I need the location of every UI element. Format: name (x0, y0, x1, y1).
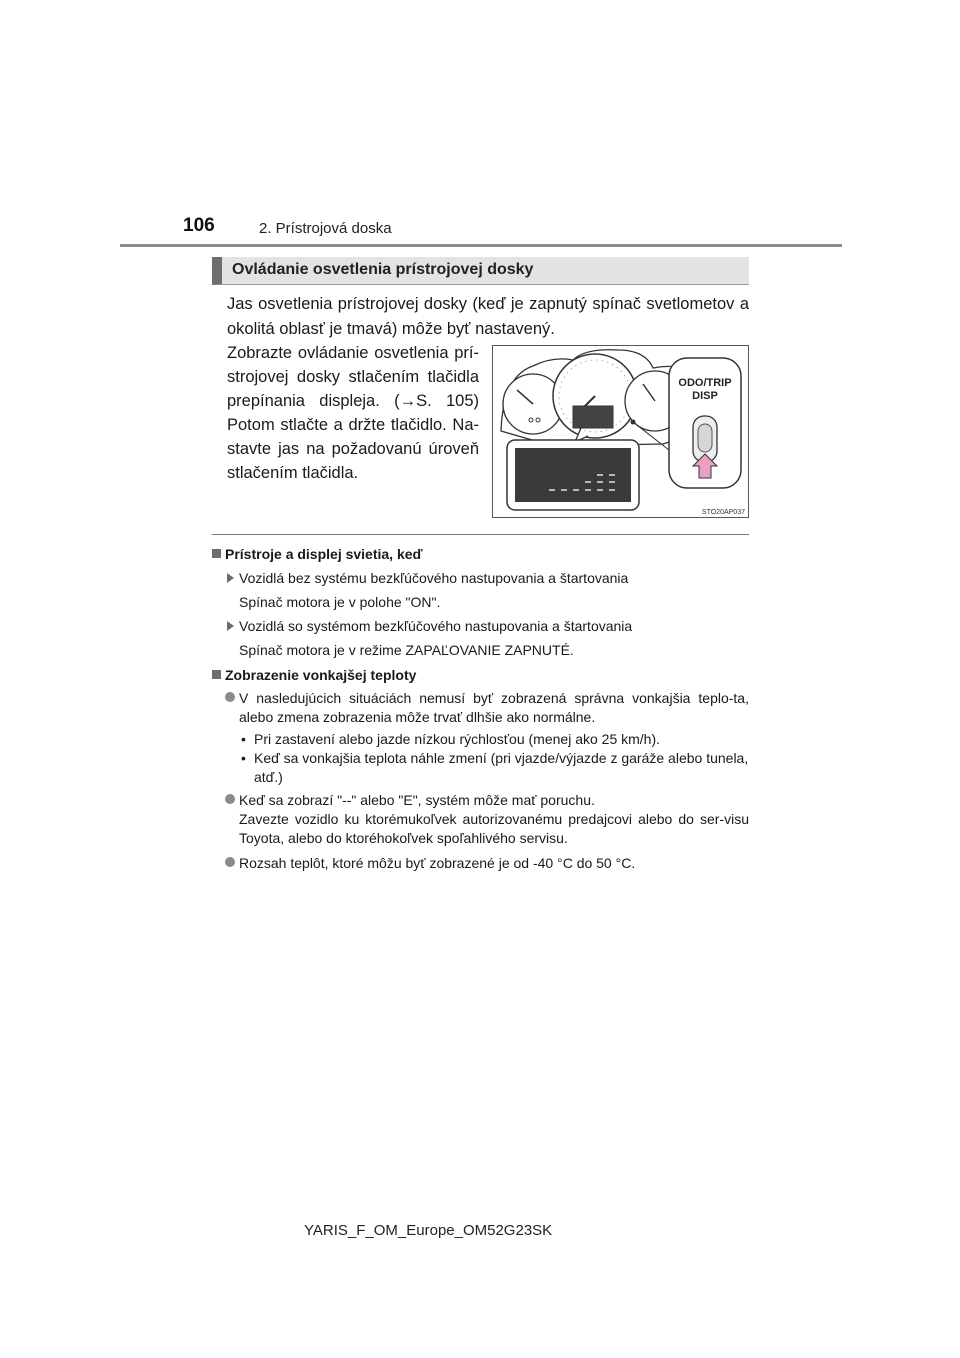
footer-doc-id: YARIS_F_OM_Europe_OM52G23SK (304, 1222, 553, 1239)
instrument-panel-illustration (492, 345, 749, 518)
small-display (573, 406, 613, 428)
illustration-drawing (493, 346, 748, 517)
section-divider (212, 534, 749, 535)
chapter-title: 2. Prístrojová doska (259, 220, 392, 237)
button-label-line2: DISP (692, 390, 718, 402)
note-heading-temperature: Zobrazenie vonkajšej teploty (212, 666, 749, 685)
page-number: 106 (183, 215, 215, 236)
note-dot-item: Rozsah teplôt, ktoré môžu byť zobrazené je od -40 °C do 50 °C. (212, 854, 749, 873)
illustration-code: STO20AP037 (701, 509, 745, 516)
note-subitem: Vozidlá bez systému bezkľúčového nastupovania a štartovania (212, 569, 749, 588)
note-bullet: • Keď sa vonkajšia teplota náhle zmení (pri vjazde/výjazde z garáže alebo tunela, atď.) (212, 749, 749, 787)
note-bullet: • Pri zastavení alebo jazde nízkou rýchlosťou (menej ako 25 km/h). (212, 730, 749, 749)
note-text: Zavezte vozidlo ku ktorémukoľvek autorizovanému predajcovi alebo do ser-visu Toyota, alebo do ktoréhokoľvek spoľahlivého servisu. (239, 811, 749, 846)
note-dot-item: V nasledujúcich situáciách nemusí byť zobrazená správna vonkajšia teplo-ta, alebo zmena zobrazenia môže trvať dlhšie ako normálne. (212, 689, 749, 727)
intro-paragraph: Jas osvetlenia prístrojovej dosky (keď je zapnutý spínač svetlometov a okolitá oblasť je tmavá) môže byť nastavený. (227, 295, 749, 338)
instructions-paragraph: Zobrazte ovládanie osvetlenia prí-strojovej dosky stlačením tlačidla prepínania displeja. (→S. 105) Potom stlačte a držte tlačidlo. Na-stavte jas na požadovanú úroveň stlačením tlačidla. (227, 344, 479, 482)
note-text: Spínač motora je v režime ZAPAĽOVANIE ZAPNUTÉ. (239, 642, 574, 658)
notes-section (212, 542, 749, 873)
note-text: Spínač motora je v polohe "ON". (239, 594, 441, 610)
button-label-line1: ODO/TRIP (678, 377, 732, 389)
note-dot-item: Keď sa zobrazí "--" alebo "E", systém môže mať poruchu. (212, 791, 749, 810)
section-heading (212, 257, 749, 285)
header-rule (120, 244, 842, 247)
note-subitem: Vozidlá so systémom bezkľúčového nastupovania a štartovania (212, 617, 749, 636)
section-title: Ovládanie osvetlenia prístrojovej dosky (232, 261, 534, 278)
note-heading-lights: Prístroje a displej svietia, keď (212, 545, 749, 564)
